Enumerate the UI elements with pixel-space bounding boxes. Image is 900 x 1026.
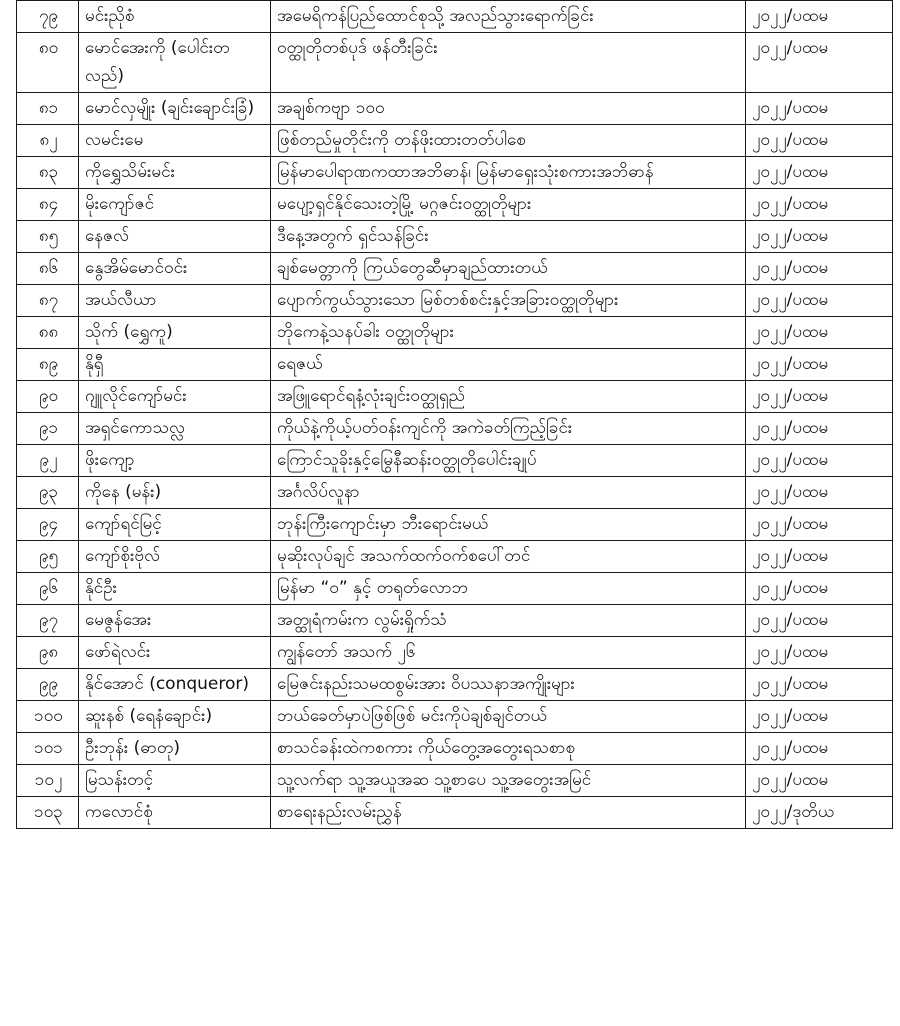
book-title: စာရေးနည်းလမ်းညွှန် xyxy=(271,797,746,829)
entry-number: ၈၆ xyxy=(17,253,79,285)
table-row xyxy=(17,1,893,33)
book-title: အင်္ဂလိပ်လူနာ xyxy=(271,477,746,509)
book-title: ပျောက်ကွယ်သွားသော မြစ်တစ်စင်းနှင့်အခြားဝတ္ထုတိုများ xyxy=(271,285,746,317)
year-edition: ၂၀၂၂/ပထမ xyxy=(746,701,893,733)
author-name: နွေအိမ်မောင်ဝင်း xyxy=(79,253,271,285)
table-row xyxy=(17,33,893,93)
table-row xyxy=(17,797,893,829)
author-name: မောင်အေးကို (ပေါင်းတလည်) xyxy=(79,33,271,93)
book-title: မြေဇင်းနည်းသမထစွမ်းအား ဝိပဿနာအကျိုးများ xyxy=(271,669,746,701)
table-row xyxy=(17,765,893,797)
table-row xyxy=(17,477,893,509)
year-edition: ၂၀၂၂/ပထမ xyxy=(746,509,893,541)
table-row xyxy=(17,381,893,413)
table-row xyxy=(17,669,893,701)
entry-number: ၈၅ xyxy=(17,221,79,253)
year-edition: ၂၀၂၂/ပထမ xyxy=(746,669,893,701)
author-name: ကိုရွှေသိမ်းမင်း xyxy=(79,157,271,189)
book-title: မြန်မာ “၀” နှင့် တရုတ်လောဘ xyxy=(271,573,746,605)
table-row xyxy=(17,285,893,317)
author-name: မိုးကျော်ဇင် xyxy=(79,189,271,221)
author-name: နိုင်ဦး xyxy=(79,573,271,605)
author-name: ကလောင်စုံ xyxy=(79,797,271,829)
table-row xyxy=(17,221,893,253)
year-edition: ၂၀၂၂/ပထမ xyxy=(746,349,893,381)
book-title: ချစ်မေတ္တာကို ကြယ်တွေဆီမှာချည်ထားတယ် xyxy=(271,253,746,285)
book-title: ဘိုကေနဲ့သနပ်ခါး ဝတ္ထုတိုများ xyxy=(271,317,746,349)
book-title: ကိုယ်နဲ့ကိုယ့်ပတ်ဝန်းကျင်ကို အကဲခတ်ကြည့်ခြင်း xyxy=(271,413,746,445)
table-row xyxy=(17,189,893,221)
year-edition: ၂၀၂၂/ပထမ xyxy=(746,93,893,125)
year-edition: ၂၀၂၂/ပထမ xyxy=(746,317,893,349)
entry-number: ၉၀ xyxy=(17,381,79,413)
entry-number: ၇၉ xyxy=(17,1,79,33)
author-name: မြသန်းတင့် xyxy=(79,765,271,797)
author-name: သိုက် (ရွှေကူ) xyxy=(79,317,271,349)
entry-number: ၉၈ xyxy=(17,637,79,669)
author-name: ကျော်စိုးဗိုလ် xyxy=(79,541,271,573)
book-title: သူ့လက်ရာ သူ့အယူအဆ သူ့စာပေ သူ့အတွေးအမြင် xyxy=(271,765,746,797)
book-title: ဝတ္ထုတိုတစ်ပုဒ် ဖန်တီးခြင်း xyxy=(271,33,746,93)
entry-number: ၈၈ xyxy=(17,317,79,349)
year-edition: ၂၀၂၂/ပထမ xyxy=(746,637,893,669)
table-row xyxy=(17,637,893,669)
entry-number: ၉၃ xyxy=(17,477,79,509)
entry-number: ၉၁ xyxy=(17,413,79,445)
table-row xyxy=(17,701,893,733)
entry-number: ၈၀ xyxy=(17,33,79,93)
author-name: နေဇလ် xyxy=(79,221,271,253)
table-row xyxy=(17,317,893,349)
book-title: ဒီနေ့အတွက် ရှင်သန်ခြင်း xyxy=(271,221,746,253)
table-row xyxy=(17,573,893,605)
book-list-body xyxy=(17,1,893,829)
table-row xyxy=(17,413,893,445)
year-edition: ၂၀၂၂/ပထမ xyxy=(746,541,893,573)
author-name: ဂျူလိုင်ကျော်မင်း xyxy=(79,381,271,413)
entry-number: ၉၄ xyxy=(17,509,79,541)
book-title: ဘယ်ခေတ်မှာပဲဖြစ်ဖြစ် မင်းကိုပဲချစ်ချင်တယ် xyxy=(271,701,746,733)
entry-number: ၉၆ xyxy=(17,573,79,605)
table-row xyxy=(17,733,893,765)
book-title: ကြောင်သူခိုးနှင့်မြွေနီဆန်းဝတ္ထုတိုပေါင်းချုပ် xyxy=(271,445,746,477)
book-title: အချစ်ကဗျာ ၁၀၀ xyxy=(271,93,746,125)
year-edition: ၂၀၂၂/ပထမ xyxy=(746,605,893,637)
table-row xyxy=(17,349,893,381)
table-row xyxy=(17,157,893,189)
book-list-table xyxy=(16,0,893,829)
author-name: မေဇွန်အေး xyxy=(79,605,271,637)
book-title: ကျွန်တော် အသက် ၂၆ xyxy=(271,637,746,669)
year-edition: ၂၀၂၂/ပထမ xyxy=(746,221,893,253)
year-edition: ၂၀၂၂/ပထမ xyxy=(746,285,893,317)
book-title: မပျော့ရှင်နိုင်သေးတဲ့မြို့ မဂ္ဂဇင်းဝတ္ထုတိုများ xyxy=(271,189,746,221)
table-row xyxy=(17,125,893,157)
author-name: လမင်းမေ xyxy=(79,125,271,157)
entry-number: ၉၉ xyxy=(17,669,79,701)
year-edition: ၂၀၂၂/ပထမ xyxy=(746,253,893,285)
author-name: အရှင်ကောသလ္လ xyxy=(79,413,271,445)
year-edition: ၂၀၂၂/ပထမ xyxy=(746,125,893,157)
year-edition: ၂၀၂၂/ပထမ xyxy=(746,157,893,189)
entry-number: ၁၀၂ xyxy=(17,765,79,797)
table-row xyxy=(17,541,893,573)
year-edition: ၂၀၂၂/ပထမ xyxy=(746,765,893,797)
table-row xyxy=(17,605,893,637)
table-row xyxy=(17,253,893,285)
book-title: ဖြစ်တည်မှုတိုင်းကို တန်ဖိုးထားတတ်ပါစေ xyxy=(271,125,746,157)
entry-number: ၈၄ xyxy=(17,189,79,221)
entry-number: ၉၇ xyxy=(17,605,79,637)
entry-number: ၁၀၁ xyxy=(17,733,79,765)
entry-number: ၉၂ xyxy=(17,445,79,477)
book-title: အဖြူရောင်ရနံ့လုံးချင်းဝတ္ထုရှည် xyxy=(271,381,746,413)
entry-number: ၁၀၀ xyxy=(17,701,79,733)
author-name: မောင်လှမျိုး (ချင်းချောင်းခြံ) xyxy=(79,93,271,125)
year-edition: ၂၀၂၂/ပထမ xyxy=(746,573,893,605)
entry-number: ၁၀၃ xyxy=(17,797,79,829)
author-name: ဆူးနစ် (ရေနံချောင်း) xyxy=(79,701,271,733)
year-edition: ၂၀၂၂/ပထမ xyxy=(746,445,893,477)
book-title: မြန်မာပေါရာဏကထာအဘိဓာန်၊ မြန်မာရှေးသုံးစကားအဘိဓာန် xyxy=(271,157,746,189)
entry-number: ၈၁ xyxy=(17,93,79,125)
year-edition: ၂၀၂၂/ပထမ xyxy=(746,189,893,221)
year-edition: ၂၀၂၂/ပထမ xyxy=(746,477,893,509)
year-edition: ၂၀၂၂/ပထမ xyxy=(746,733,893,765)
book-title: ရေဇယ် xyxy=(271,349,746,381)
author-name: ဖိုးကျော့ xyxy=(79,445,271,477)
book-title: အမေရိကန်ပြည်ထောင်စုသို့ အလည်သွားရောက်ခြင်း xyxy=(271,1,746,33)
author-name: နိုင်အောင် (conqueror) xyxy=(79,669,271,701)
year-edition: ၂၀၂၂/ပထမ xyxy=(746,1,893,33)
entry-number: ၈၃ xyxy=(17,157,79,189)
book-title: မုဆိုးလုပ်ချင် အသက်ထက်ဝက်စပေါ်တင် xyxy=(271,541,746,573)
year-edition: ၂၀၂၂/ဒုတိယ xyxy=(746,797,893,829)
book-title: စာသင်ခန်းထဲကစကား ကိုယ်တွေ့အတွေးရသစာစု xyxy=(271,733,746,765)
author-name: ဖော်ရဲလင်း xyxy=(79,637,271,669)
year-edition: ၂၀၂၂/ပထမ xyxy=(746,33,893,93)
author-name: နိုရှီ xyxy=(79,349,271,381)
entry-number: ၈၇ xyxy=(17,285,79,317)
author-name: မင်းညိုစံ xyxy=(79,1,271,33)
entry-number: ၈၉ xyxy=(17,349,79,381)
entry-number: ၉၅ xyxy=(17,541,79,573)
author-name: အယ်လီယာ xyxy=(79,285,271,317)
year-edition: ၂၀၂၂/ပထမ xyxy=(746,413,893,445)
book-title: ဘုန်းကြီးကျောင်းမှာ ဘီးရောင်းမယ် xyxy=(271,509,746,541)
author-name: ကိုနေ (မန်း) xyxy=(79,477,271,509)
entry-number: ၈၂ xyxy=(17,125,79,157)
author-name: ကျော်ရင်မြင့် xyxy=(79,509,271,541)
table-row xyxy=(17,509,893,541)
author-name: ဦးဘုန်း (ဓာတု) xyxy=(79,733,271,765)
table-row xyxy=(17,445,893,477)
table-row xyxy=(17,93,893,125)
year-edition: ၂၀၂၂/ပထမ xyxy=(746,381,893,413)
book-title: အတ္ထုရံကမ်းက လွမ်းရှိုက်သံ xyxy=(271,605,746,637)
